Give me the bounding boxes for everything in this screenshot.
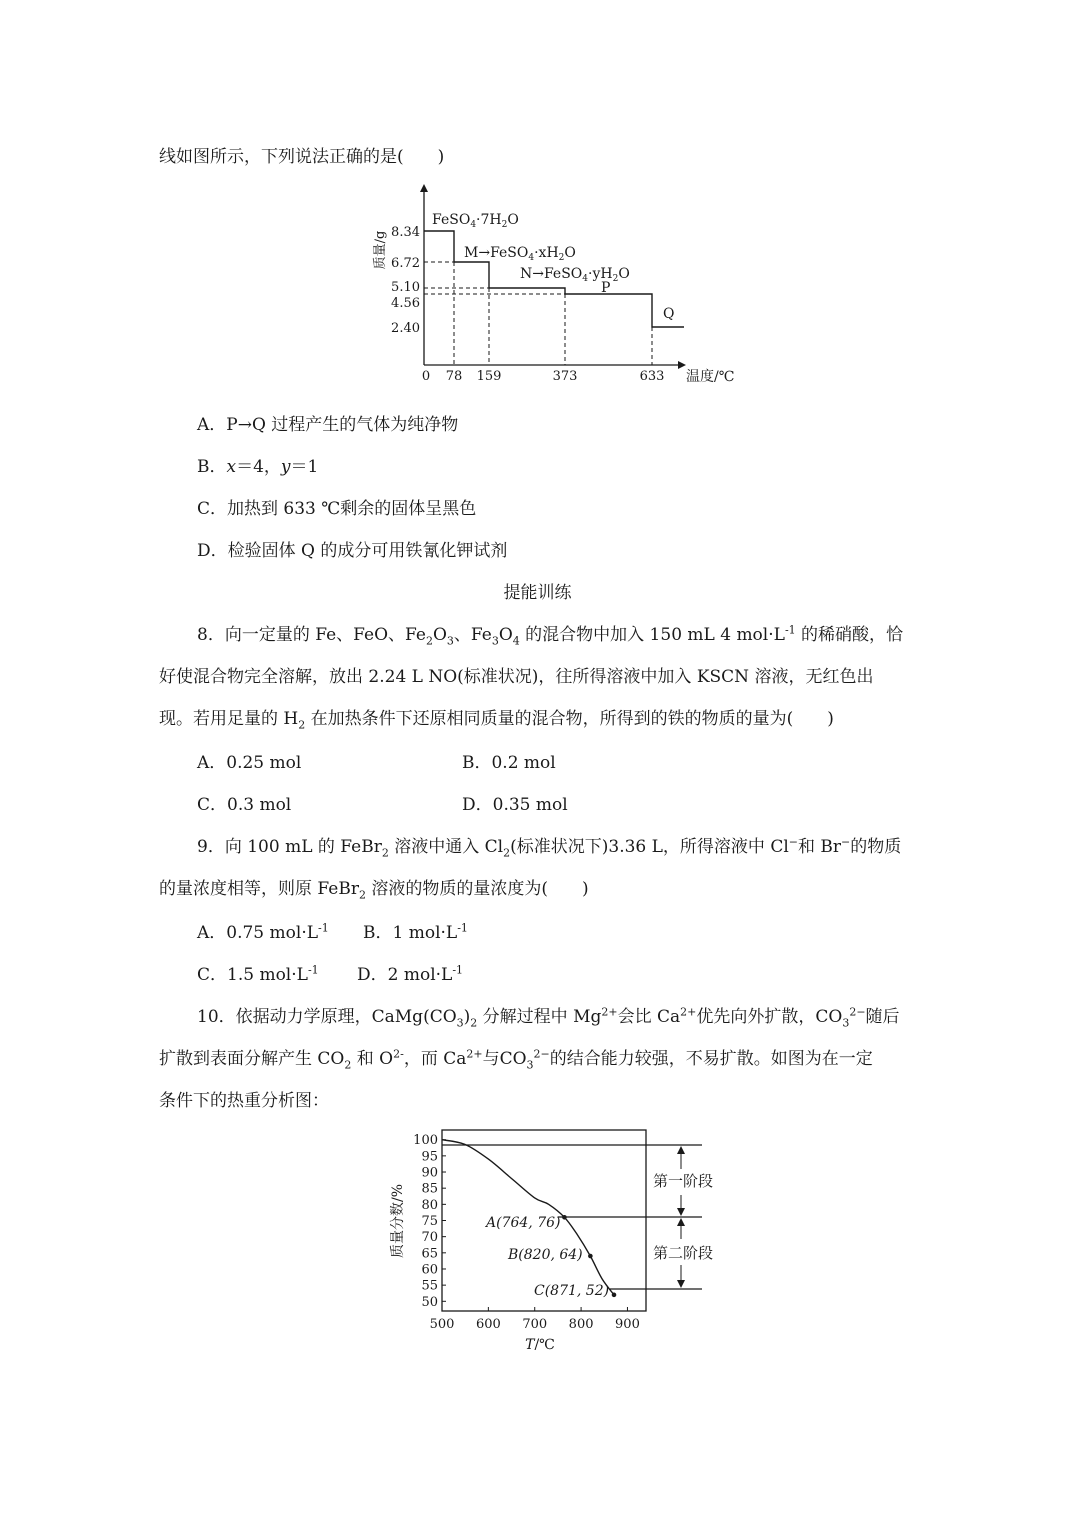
- chart2-point-c: [612, 1293, 617, 1298]
- q7-option-c: C．加热到 633 ℃剩余的固体呈黑色: [197, 499, 477, 519]
- feso4-step-chart: [360, 180, 760, 390]
- q8-line-1: 8．向一定量的 Fe、FeO、$Fe_2O_3$、$Fe_3O_4$ 的混合物中加入 150 mL 4 $mol\cdot L^{-1}$ 的稀硝酸，恰: [197, 623, 904, 648]
- chart1-ytick: 4.56: [391, 296, 420, 311]
- q9-line-1: 9．向 100 mL 的 FeBr$_2$ 溶液中通入 $Cl_2$(标准状况下)3.36 L，所得溶液中 Cl−和 Br−的物质: [197, 835, 902, 860]
- intro-line: 线如图所示，下列说法正确的是( ): [159, 147, 445, 167]
- chart2-ytick: 65: [421, 1246, 438, 1262]
- q9-line-2: 的量浓度相等，则原 FeBr$_2$ 溶液的物质的量浓度为( ): [159, 879, 589, 902]
- chart2-ylabel: 质量分数/%: [390, 1183, 406, 1259]
- chart1-label-feso4: $FeSO_4\cdot 7H_2O$: [432, 212, 519, 230]
- q8-option-a: A．0.25 mol: [197, 753, 302, 773]
- chart2-y-ticks: [413, 1133, 446, 1310]
- chart1-ytick: 8.34: [391, 225, 420, 240]
- chart1-label-n: $N\to FeSO_4\cdot yH_2O$: [520, 266, 630, 284]
- q8-line-3: 现。若用足量的 $H_2$ 在加热条件下还原相同质量的混合物，所得到的铁的物质的量为( ): [159, 709, 834, 732]
- chart1-xtick: 633: [639, 369, 665, 384]
- chart2-ytick: 75: [421, 1214, 438, 1229]
- chart1-label-p: P: [601, 280, 611, 296]
- q10-line-2: 扩散到表面分解产生 $CO_2$ 和 $O^{2-}$，而 $Ca^{2+}$与$CO_3^{2-}$的结合能力较强，不易扩散。如图为在一定: [159, 1047, 873, 1072]
- q7-option-d: D．检验固体 Q 的成分可用铁氰化钾试剂: [197, 541, 508, 561]
- chart2-stage2: 第二阶段: [653, 1244, 714, 1262]
- q9-option-a: A．0.75 $mol\cdot L^{-1}$: [197, 921, 329, 943]
- q8-option-c: C．0.3 mol: [197, 795, 292, 815]
- chart1-label-q: Q: [663, 306, 675, 322]
- chart2-ytick: 60: [421, 1262, 438, 1278]
- chart2-label-a: A(764, 76): [486, 1215, 561, 1231]
- chart2-ytick: 80: [421, 1197, 438, 1213]
- chart2-ytick: 85: [421, 1181, 438, 1197]
- q9-option-d: D．2 $mol\cdot L^{-1}$: [357, 963, 464, 985]
- chart2-xtick: 900: [615, 1317, 640, 1332]
- chart2-xtick: 700: [522, 1317, 548, 1332]
- chart1-xtick: 78: [445, 369, 463, 384]
- chart2-ytick: 50: [421, 1294, 438, 1310]
- chart2-xtick: 800: [568, 1317, 594, 1332]
- q7-option-a: A．P→Q 过程产生的气体为纯净物: [197, 415, 459, 435]
- q9-option-b: B．1 $mol\cdot L^{-1}$: [363, 921, 468, 943]
- chart2-ytick: 95: [421, 1149, 438, 1165]
- chart1-x-arrow: [678, 361, 686, 369]
- chart1-y-arrow: [420, 184, 428, 192]
- chart2-ytick: 90: [421, 1165, 438, 1181]
- chart1-ylabel: 质量/g: [373, 230, 388, 270]
- chart2-xtick: 500: [429, 1317, 455, 1332]
- chart2-label-b: B(820, 64): [508, 1247, 583, 1263]
- chart2-point-a: [562, 1215, 567, 1220]
- q8-option-d: D．0.35 mol: [462, 795, 568, 815]
- chart1-xtick: 159: [476, 369, 502, 384]
- chart1-xtick: 373: [552, 369, 578, 384]
- q7-option-b: B．x＝4，y＝1: [197, 457, 319, 477]
- chart1-ytick: 2.40: [391, 321, 420, 336]
- chart2-xtick: 600: [475, 1317, 501, 1332]
- chart2-xlabel: T/℃: [525, 1337, 555, 1353]
- section-title: 提能训练: [503, 583, 572, 603]
- q9-option-c: C．1.5 $mol\cdot L^{-1}$: [197, 963, 319, 985]
- q10-line-3: 条件下的热重分析图：: [159, 1091, 329, 1111]
- tg-analysis-chart: [380, 1125, 740, 1360]
- chart1-xtick: 0: [421, 369, 431, 384]
- chart2-ytick: 100: [413, 1133, 438, 1149]
- chart2-label-c: C(871, 52): [534, 1283, 610, 1299]
- chart2-ytick: 55: [421, 1278, 438, 1294]
- q8-option-b: B．0.2 mol: [462, 753, 556, 773]
- chart2-point-b: [588, 1254, 593, 1259]
- q10-line-1: 10．依据动力学原理，$CaMg(CO_3)_2$ 分解过程中 $Mg^{2+}$会比 $Ca^{2+}$优先向外扩散，$CO_3^{2-}$随后: [197, 1005, 900, 1030]
- chart2-stage1: 第一阶段: [653, 1172, 714, 1190]
- q8-line-2: 好使混合物完全溶解，放出 2.24 L NO(标准状况)，往所得溶液中加入 KSCN 溶液，无红色出: [159, 667, 874, 687]
- chart1-ytick: 5.10: [391, 280, 420, 295]
- chart1-xlabel: 温度/℃: [686, 369, 735, 385]
- chart2-ytick: 70: [421, 1230, 438, 1246]
- chart1-label-m: $M\to FeSO_4\cdot xH_2O$: [464, 245, 576, 263]
- chart1-ytick: 6.72: [391, 256, 420, 271]
